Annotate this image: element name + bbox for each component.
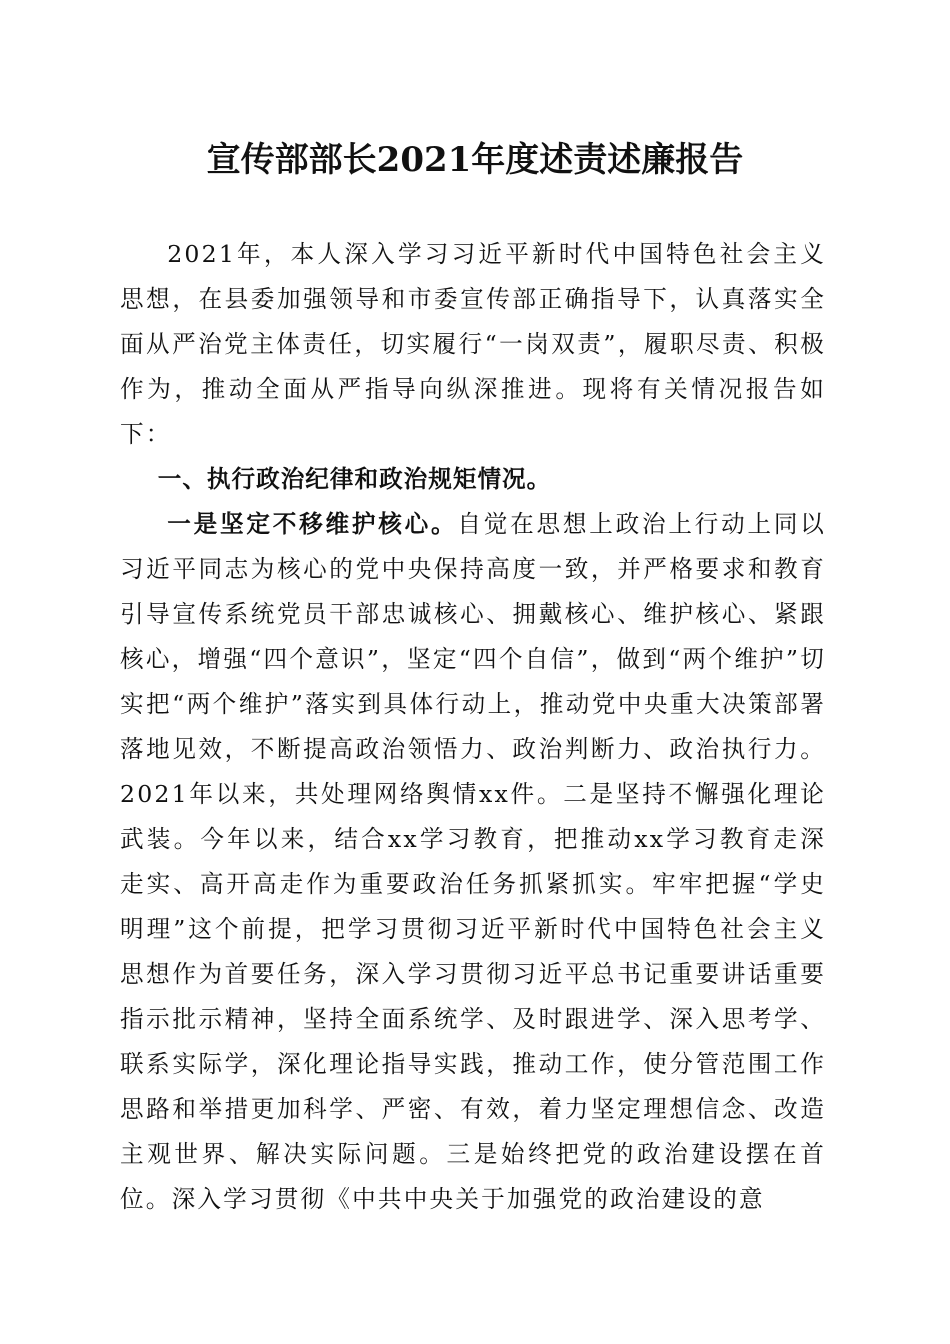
section-paragraph-text: 自觉在思想上政治上行动上同以习近平同志为核心的党中央保持高度一致，并严格要求和教育引导宣传系统党员干部忠诚核心、拥戴核心、维护核心、紧跟核心，增强“四个意识”，坚定“四个自信”，做到“两个维护”切实把“两个维护”落实到具体行动上，推动党中央重大决策部署落地见效，不断提高政治领悟力、政治判断力、政治执行力。2021年以来，共处理网络舆情xx件。二是坚持不懈强化理论武装。今年以来，结合xx学习教育，把推动xx学习教育走深走实、高开高走作为重要政治任务抓紧抓实。牢牢把握“学史明理”这个前提，把学习贯彻习近平新时代中国特色社会主义思想作为首要任务，深入学习贯彻习近平总书记重要讲话重要指示批示精神，坚持全面系统学、及时跟进学、深入思考学、联系实际学，深化理论指导实践，推动工作，使分管范围工作思路和举措更加科学、严密、有效，着力坚定理想信念、改造主观世界、解决实际问题。三是始终把党的政治建设摆在首位。深入学习贯彻《中共中央关于加强党的政治建设的意	[120, 510, 826, 1213]
intro-paragraph: 2021年，本人深入学习习近平新时代中国特色社会主义思想，在县委加强领导和市委宣传部正确指导下，认真落实全面从严治党主体责任，切实履行“一岗双责”，履职尽责、积极作为，推动全面从严指导向纵深推进。现将有关情况报告如下：	[120, 240, 826, 448]
document-title: 宣传部部长2021年度述责述廉报告	[206, 140, 744, 180]
document-body	[120, 232, 826, 1222]
section-paragraph	[120, 502, 826, 1222]
section-heading: 一、执行政治纪律和政治规矩情况。	[157, 465, 552, 493]
section-lead-phrase: 一是坚定不移维护核心。	[167, 510, 458, 538]
